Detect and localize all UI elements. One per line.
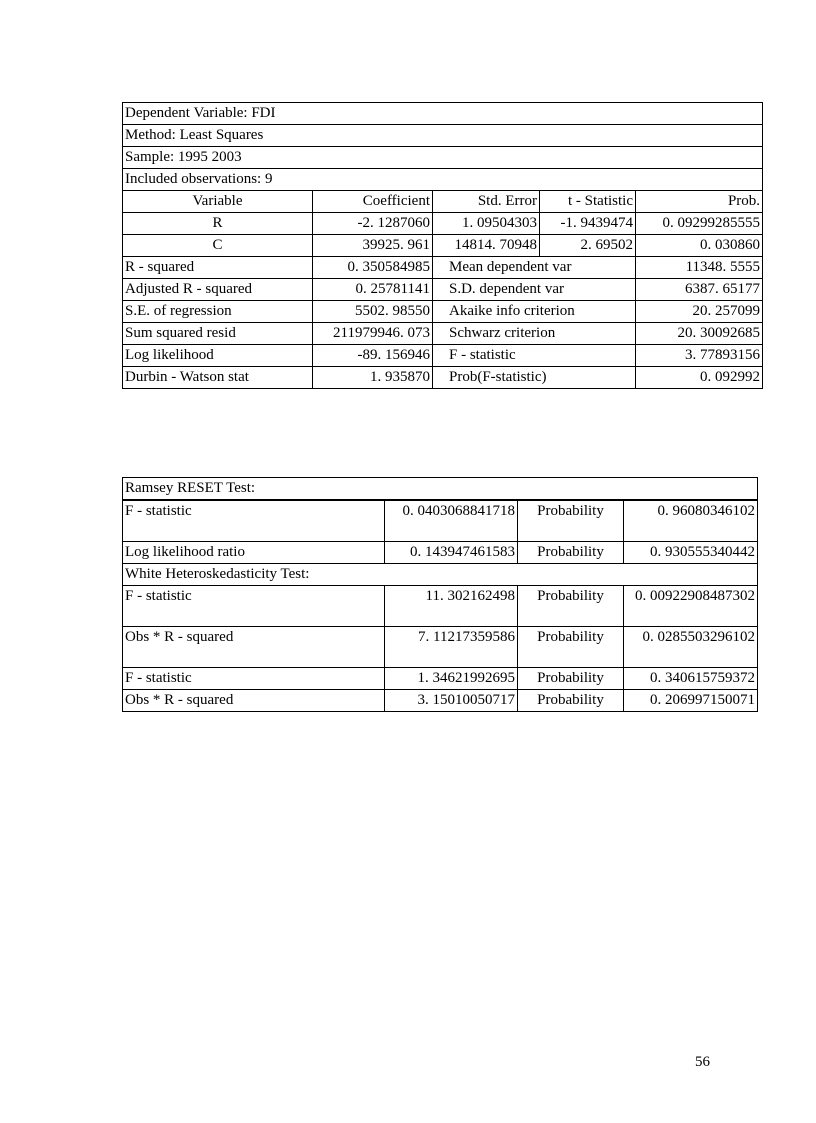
probability-label: Probability	[518, 500, 624, 542]
table-row	[123, 367, 763, 389]
table-row	[123, 235, 763, 257]
probability-value: 0. 206997150071	[624, 690, 758, 712]
variable-name: R	[123, 213, 313, 235]
table-row	[123, 564, 758, 586]
stat-value: 0. 25781141	[313, 279, 433, 301]
column-header: Coefficient	[313, 191, 433, 213]
probability-value: 0. 930555340442	[624, 542, 758, 564]
table-row	[123, 301, 763, 323]
table-row	[123, 323, 763, 345]
table-row	[123, 668, 758, 690]
test-value: 1. 34621992695	[385, 668, 518, 690]
std-error: 14814. 70948	[433, 235, 540, 257]
probability-label: Probability	[518, 586, 624, 627]
probability-label: Probability	[518, 542, 624, 564]
test-label: Obs * R - squared	[123, 690, 385, 712]
table-row	[123, 103, 763, 125]
t-statistic: -1. 9439474	[540, 213, 636, 235]
dependent-variable: Dependent Variable: FDI	[123, 103, 763, 125]
probability: 0. 030860	[636, 235, 763, 257]
column-header: Variable	[123, 191, 313, 213]
test-value: 0. 143947461583	[385, 542, 518, 564]
stat-value: 3. 77893156	[636, 345, 763, 367]
stat-value: 1. 935870	[313, 367, 433, 389]
table-row	[123, 586, 758, 627]
coefficient: -2. 1287060	[313, 213, 433, 235]
test-value: 7. 11217359586	[385, 627, 518, 668]
test-label: F - statistic	[123, 586, 385, 627]
stat-value: 0. 092992	[636, 367, 763, 389]
stat-label: S.E. of regression	[123, 301, 313, 323]
stat-value: 20. 257099	[636, 301, 763, 323]
stat-value: 5502. 98550	[313, 301, 433, 323]
test-label: F - statistic	[123, 500, 385, 542]
stat-label: Schwarz criterion	[433, 323, 636, 345]
stat-value: -89. 156946	[313, 345, 433, 367]
table-row	[123, 542, 758, 564]
probability-value: 0. 00922908487302	[624, 586, 758, 627]
stat-label: Log likelihood	[123, 345, 313, 367]
table-row	[123, 213, 763, 235]
probability-value: 0. 0285503296102	[624, 627, 758, 668]
probability-label: Probability	[518, 690, 624, 712]
column-header-row	[123, 191, 763, 213]
test-value: 11. 302162498	[385, 586, 518, 627]
page-number: 56	[695, 1054, 710, 1070]
ramsey-test-title: Ramsey RESET Test:	[123, 478, 758, 501]
stat-value: 11348. 5555	[636, 257, 763, 279]
table-row	[123, 279, 763, 301]
stat-label: Prob(F-statistic)	[433, 367, 636, 389]
stat-label: Akaike info criterion	[433, 301, 636, 323]
t-statistic: 2. 69502	[540, 235, 636, 257]
table-row	[123, 125, 763, 147]
table-row	[123, 169, 763, 191]
coefficient: 39925. 961	[313, 235, 433, 257]
white-test-title: White Heteroskedasticity Test:	[123, 564, 758, 586]
probability-label: Probability	[518, 627, 624, 668]
column-header: Prob.	[636, 191, 763, 213]
probability-value: 0. 340615759372	[624, 668, 758, 690]
test-value: 3. 15010050717	[385, 690, 518, 712]
test-label: Obs * R - squared	[123, 627, 385, 668]
test-value: 0. 0403068841718	[385, 500, 518, 542]
table-row	[123, 147, 763, 169]
test-label: F - statistic	[123, 668, 385, 690]
stat-label: Mean dependent var	[433, 257, 636, 279]
table-row	[123, 500, 758, 542]
stat-value: 0. 350584985	[313, 257, 433, 279]
stat-label: Sum squared resid	[123, 323, 313, 345]
probability: 0. 09299285555	[636, 213, 763, 235]
regression-output-table	[122, 102, 763, 389]
table-row	[123, 627, 758, 668]
table-row	[123, 478, 758, 501]
stat-value: 20. 30092685	[636, 323, 763, 345]
variable-name: C	[123, 235, 313, 257]
stat-label: S.D. dependent var	[433, 279, 636, 301]
table-row	[123, 690, 758, 712]
column-header: t - Statistic	[540, 191, 636, 213]
probability-value: 0. 96080346102	[624, 500, 758, 542]
sample: Sample: 1995 2003	[123, 147, 763, 169]
included-observations: Included observations: 9	[123, 169, 763, 191]
stat-label: Adjusted R - squared	[123, 279, 313, 301]
std-error: 1. 09504303	[433, 213, 540, 235]
stat-value: 6387. 65177	[636, 279, 763, 301]
probability-label: Probability	[518, 668, 624, 690]
diagnostic-tests-table	[122, 477, 758, 712]
column-header: Std. Error	[433, 191, 540, 213]
table-row	[123, 345, 763, 367]
method: Method: Least Squares	[123, 125, 763, 147]
table-row	[123, 257, 763, 279]
test-label: Log likelihood ratio	[123, 542, 385, 564]
stat-label: R - squared	[123, 257, 313, 279]
stat-value: 211979946. 073	[313, 323, 433, 345]
stat-label: Durbin - Watson stat	[123, 367, 313, 389]
stat-label: F - statistic	[433, 345, 636, 367]
